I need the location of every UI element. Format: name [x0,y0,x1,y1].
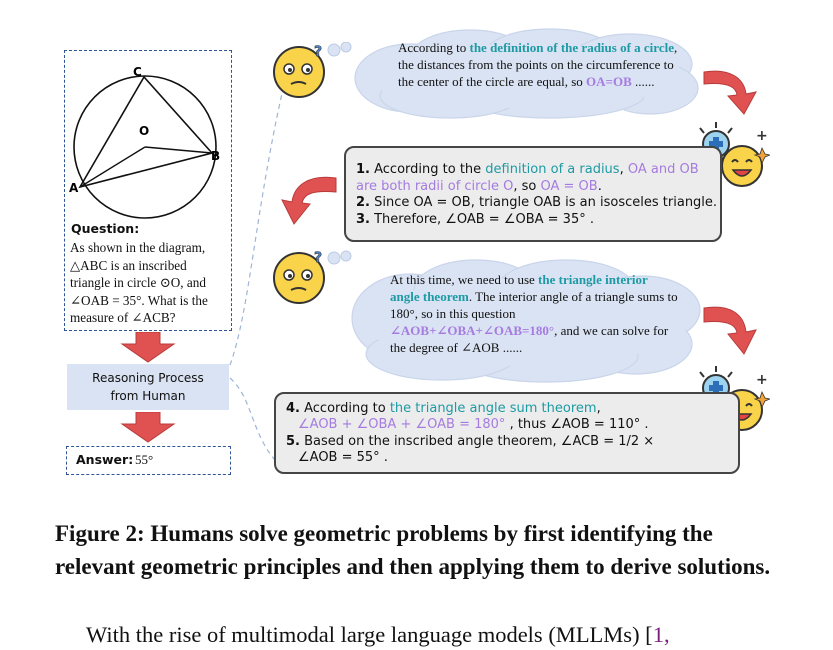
highlight-oa-ob: OA=OB [586,74,632,89]
step-4-cont: ∠AOB + ∠OBA + ∠OAB = 180° , thus ∠AOB = 110° . [298,417,649,432]
step-1: 1. According to the definition of a radius, OA and OB are both radii of circle O, so OA = OB. [356,162,699,194]
thought-text-2: At this time, we need to use the triangle interior angle theorem. The interior angle of a triangle sums to 180°, so in this question ∠AOB+∠OBA+∠OAB=180°, and we can solve for the degree of ∠AOB ...... [390,272,678,355]
svg-text:+: + [756,372,768,388]
svg-text:+: + [756,128,768,144]
question-title: Question: [71,221,140,236]
figure-caption: Figure 2: Humans solve geometric problems by first identifying the relevant geometric principles and then applying them to derive solutions. [55,521,771,579]
svg-text:?: ? [314,250,323,266]
down-arrow-2 [120,412,176,444]
highlight-angle-sum: ∠AOB+∠OBA+∠OAB=180° [390,323,555,338]
question-box [64,50,232,331]
thinking-face-icon [272,42,352,102]
answer-box [66,446,231,475]
step-3: 3. Therefore, ∠OAB = ∠OBA = 35° . [356,212,594,227]
answer-value: 55° [135,452,154,467]
thought-text-1: According to the definition of the radius of a circle, the distances from the points on the circumference to the center of the circle are equal, so OA=OB ...... [398,40,678,89]
reasoning-process-box [67,364,229,410]
highlight-radius-definition: the definition of the radius of a circle [469,40,674,55]
step-5-cont: ∠AOB = 55° . [298,450,388,465]
question-line: △ABC is an inscribed [70,257,187,273]
step-2: 2. Since OA = OB, triangle OAB is an isosceles triangle. [356,195,718,210]
step-4: 4. According to the triangle angle sum theorem, [286,401,601,416]
highlight-triangle-theorem: the triangle interior angle theorem [390,272,648,304]
step-box-2 [274,392,740,474]
curved-arrow-right-2 [700,296,770,360]
citation-link[interactable]: 1, [652,622,670,647]
answer-label: Answer: [76,452,134,467]
question-line: measure of ∠ACB? [70,310,176,325]
thinking-face-icon [272,248,352,308]
label-o: O [139,124,150,138]
question-text [70,239,228,327]
curved-arrow-left [272,168,342,230]
question-line: As shown in the diagram, [70,240,206,255]
svg-text:?: ? [314,44,323,60]
body-text: With the rise of multimodal large language models (MLLMs) [1, [86,622,670,647]
curved-arrow-right-1 [700,60,770,120]
segment-ob [145,147,212,153]
down-arrow-1 [120,332,176,364]
question-line: ∠OAB = 35°. What is the [70,292,208,308]
circle-diagram [65,51,231,219]
label-b: B [211,149,221,163]
label-c: C [133,65,142,79]
reasoning-line-1: Reasoning Process [92,371,204,385]
label-a: A [69,181,79,195]
reasoning-line-2: from Human [110,389,186,403]
question-line: triangle in circle ⊙O, and [70,275,206,290]
segment-oa [80,147,145,187]
step-box-1 [344,146,722,242]
step-5: 5. Based on the inscribed angle theorem, ∠ACB = 1/2 × [286,434,655,449]
